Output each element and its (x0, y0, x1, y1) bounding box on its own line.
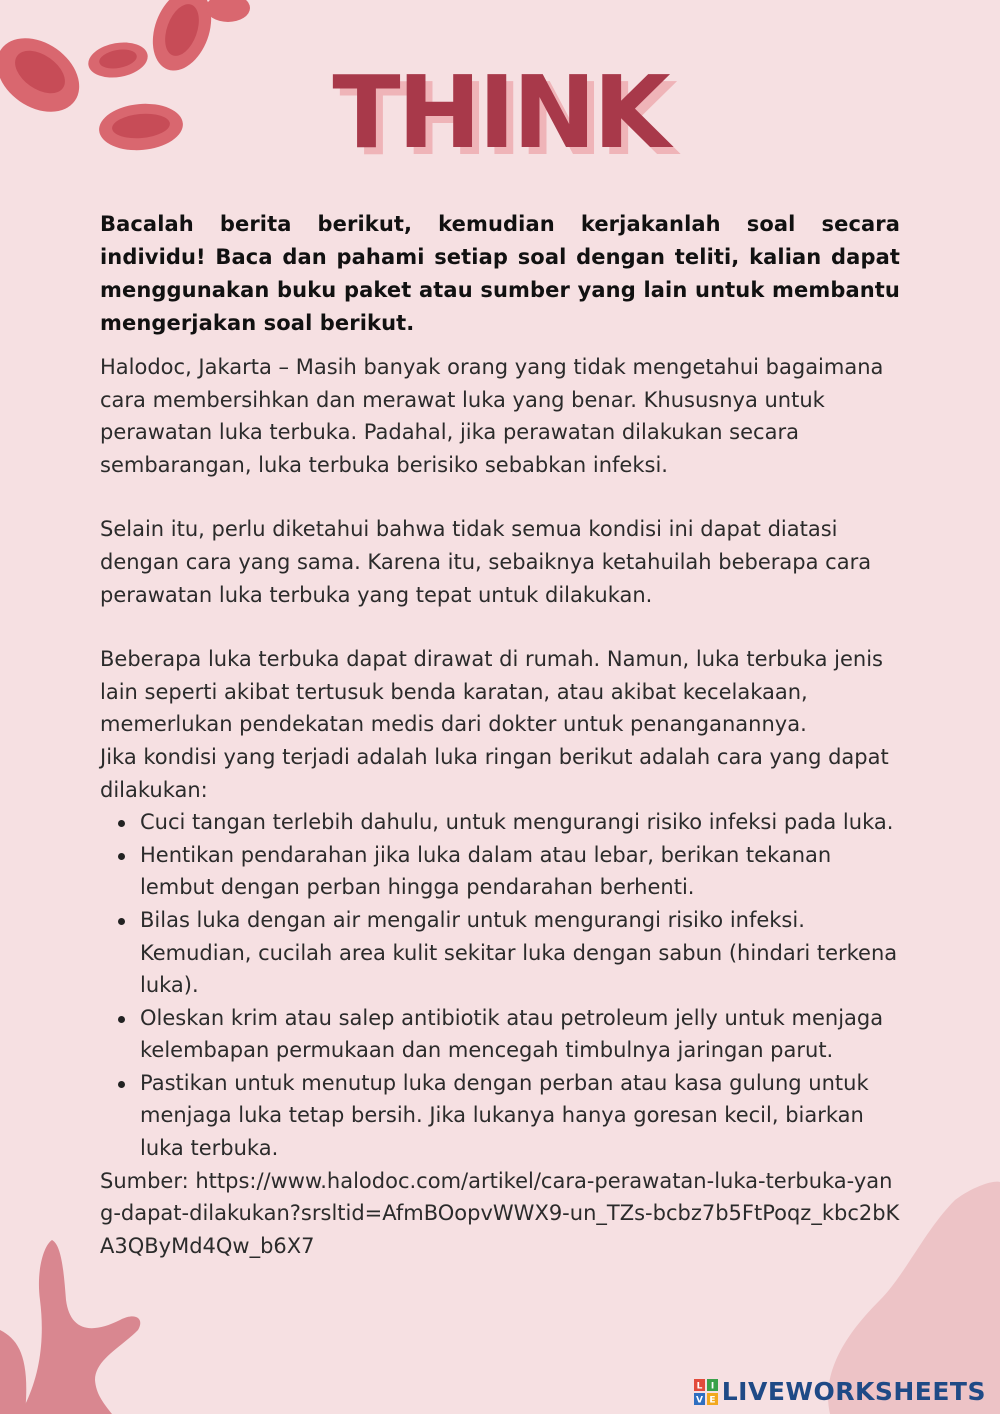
source-citation: Sumber: https://www.halodoc.com/artikel/cara-perawatan-luka-terbuka-yang-dapat-dilakukan?srsltid=AfmBOopvWWX9-un_TZs-bcbz7b5FtPoqz_kbc2bKA3QByMd4Qw_b6X7 (100, 1168, 900, 1258)
instructions-text: Bacalah berita berikut, kemudian kerjakanlah soal secara individu! Baca dan pahami setiap soal dengan teliti, kalian dapat menggunakan buku paket atau sumber yang lain untuk membantu mengerjakan soal berikut. (100, 212, 900, 335)
article-paragraph-3: Beberapa luka terbuka dapat dirawat di rumah. Namun, luka terbuka jenis lain seperti akibat tertusuk benda karatan, atau akibat kecelakaan, memerlukan pendekatan medis dari dokter untuk penanganannya. (100, 647, 883, 737)
liveworksheets-logo-icon (694, 1379, 718, 1405)
list-item: Cuci tangan terlebih dahulu, untuk mengurangi risiko infeksi pada luka. (140, 806, 900, 839)
list-item: Hentikan pendarahan jika luka dalam atau lebar, berikan tekanan lembut dengan perban hingga pendarahan berhenti. (140, 839, 900, 904)
page-title: THINK (332, 54, 668, 171)
list-item: Bilas luka dengan air mengalir untuk mengurangi risiko infeksi. Kemudian, cucilah area kulit sekitar luka dengan sabun (hindari terkena luka). (140, 904, 900, 1002)
article-paragraph-4: Jika kondisi yang terjadi adalah luka ringan berikut adalah cara yang dapat dilakukan: (100, 744, 889, 802)
svg-text:I: I (710, 1381, 714, 1391)
article-paragraph-1: Halodoc, Jakarta – Masih banyak orang yang tidak mengetahui bagaimana cara membersihkan dan merawat luka yang benar. Khususnya untuk perawatan luka terbuka. Padahal, jika perawatan dilakukan secara sembarangan, luka terbuka berisiko sebabkan infeksi. (100, 355, 884, 477)
article-paragraph-2: Selain itu, perlu diketahui bahwa tidak semua kondisi ini dapat diatasi dengan cara yang sama. Karena itu, sebaiknya ketahuilah beberapa cara perawatan luka terbuka yang tepat untuk dilakukan. (100, 517, 872, 607)
worksheet-content (100, 208, 900, 1262)
care-steps-list (100, 806, 900, 1165)
paragraph-spacer (100, 481, 900, 513)
list-item: Oleskan krim atau salep antibiotik atau petroleum jelly untuk menjaga kelembapan permukaan dan mencegah timbulnya jaringan parut. (140, 1002, 900, 1067)
starfish-decoration (20, 1240, 140, 1414)
liveworksheets-logo[interactable] (694, 1377, 986, 1406)
liveworksheets-logo-text: LIVEWORKSHEETS (721, 1377, 986, 1406)
blood-cell-corner (206, 0, 250, 22)
svg-text:V: V (695, 1395, 703, 1405)
list-item: Pastikan untuk menutup luka dengan perban atau kasa gulung untuk menjaga luka tetap bersih. Jika lukanya hanya goresan kecil, biarkan luka terbuka. (140, 1067, 900, 1165)
paragraph-spacer (100, 611, 900, 643)
svg-text:L: L (696, 1381, 703, 1391)
svg-text:E: E (709, 1395, 716, 1405)
